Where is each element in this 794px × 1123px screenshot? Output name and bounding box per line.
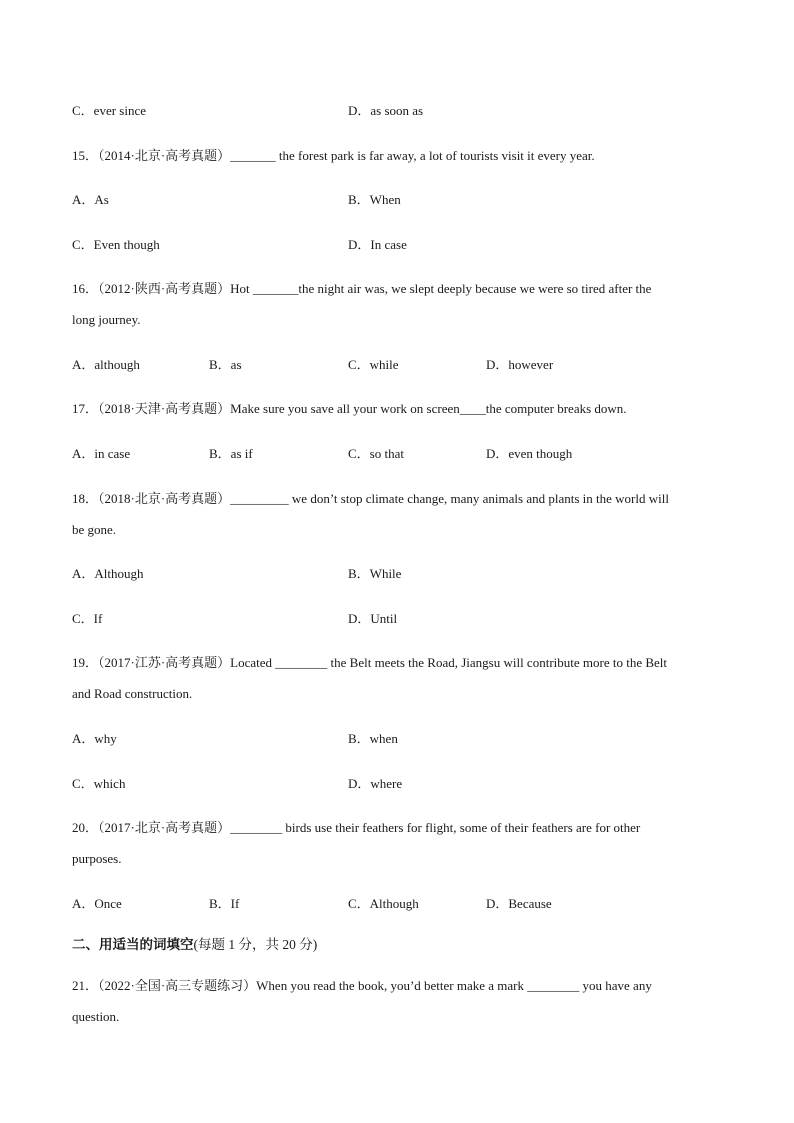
q20-option-b[interactable]: B．If (209, 896, 240, 911)
q15-option-c[interactable]: C．Even though (72, 237, 160, 252)
q16-option-c[interactable]: C．while (348, 357, 399, 372)
q20-option-d[interactable]: D．Because (486, 896, 552, 911)
q17-option-a[interactable]: A．in case (72, 446, 131, 461)
q15-option-a[interactable]: A．As (72, 192, 109, 207)
section-2-note: (每题 1 分，共 20 分) (193, 937, 318, 952)
q18-stem-line-1: 18．（2018·北京·高考真题）_________ we don’t stop climate change, many animals and plants in the world will (72, 491, 669, 506)
q17-option-b[interactable]: B．as if (209, 446, 253, 461)
q19-stem-line-2: and Road construction. (72, 686, 193, 701)
q19-stem-line-1: 19．（2017·江苏·高考真题）Located ________ the Belt meets the Road, Jiangsu will contribute more to the Belt (72, 655, 668, 670)
q18-option-a[interactable]: A．Although (72, 566, 144, 581)
q14-option-d[interactable]: D．as soon as (348, 103, 424, 118)
q15-stem: 15．（2014·北京·高考真题）_______ the forest park is far away, a lot of tourists visit it every year. (72, 148, 595, 163)
q20-stem-line-1: 20．（2017·北京·高考真题）________ birds use their feathers for flight, some of their feathers are for other (72, 820, 641, 835)
q17-option-d[interactable]: D．even though (486, 446, 573, 461)
q17-option-c[interactable]: C．so that (348, 446, 404, 461)
q19-option-c[interactable]: C．which (72, 776, 126, 791)
q16-option-a[interactable]: A．although (72, 357, 140, 372)
q16-option-d[interactable]: D．however (486, 357, 554, 372)
q18-option-c[interactable]: C．If (72, 611, 103, 626)
q21-stem-line-2: question. (72, 1009, 120, 1024)
q15-option-b[interactable]: B．When (348, 192, 401, 207)
q20-stem-line-2: purposes. (72, 851, 122, 866)
q16-option-b[interactable]: B．as (209, 357, 242, 372)
q19-option-b[interactable]: B．when (348, 731, 398, 746)
section-2-title: 二、用适当的词填空 (72, 937, 194, 953)
q18-option-b[interactable]: B．While (348, 566, 402, 581)
q19-option-a[interactable]: A．why (72, 731, 117, 746)
q21-stem-line-1: 21．（2022·全国·高三专题练习）When you read the book, you’d better make a mark ________ you have any (72, 978, 652, 993)
q18-stem-line-2: be gone. (72, 522, 117, 537)
q16-stem-line-1: 16．（2012·陕西·高考真题）Hot _______the night air was, we slept deeply because we were so tired after the (72, 281, 652, 296)
q15-option-d[interactable]: D．In case (348, 237, 407, 252)
q18-option-d[interactable]: D．Until (348, 611, 398, 626)
q20-option-c[interactable]: C．Although (348, 896, 419, 911)
q19-option-d[interactable]: D．where (348, 776, 403, 791)
q20-option-a[interactable]: A．Once (72, 896, 122, 911)
q14-option-c[interactable]: C．ever since (72, 103, 147, 118)
section-2-heading (72, 937, 317, 953)
q17-stem: 17．（2018·天津·高考真题）Make sure you save all your work on screen____the computer breaks down. (72, 401, 627, 416)
q16-stem-line-2: long journey. (72, 312, 141, 327)
